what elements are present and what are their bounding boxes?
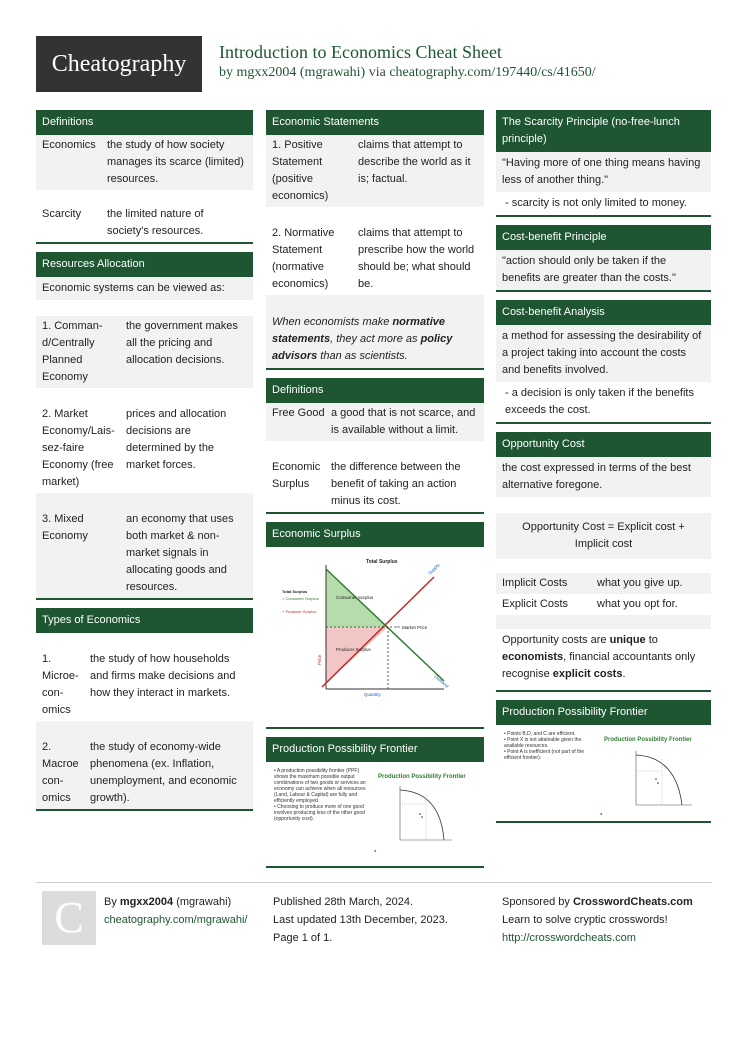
cbp-quote: "action should only be taken if the benefits are greater than the costs." — [496, 250, 711, 290]
avatar[interactable]: C — [42, 891, 96, 945]
section-title: Economic Statements — [266, 110, 484, 135]
statements-note: When economists make normative statements, they act more as policy advisors than as scientists. — [266, 311, 484, 368]
table-row — [36, 135, 253, 190]
demand-label: Demand — [433, 673, 450, 689]
page-number: Page 1 of 1. — [273, 932, 333, 944]
section-title: Production Possibility Frontier — [496, 700, 711, 725]
table-row — [266, 223, 484, 295]
section-types-of-economics — [36, 608, 253, 811]
table-row — [266, 135, 484, 207]
definition: what you opt for. — [597, 598, 678, 610]
footer-sponsor: Sponsored by CrosswordCheats.com Learn to solve cryptic crosswords! http://crosswordcheats.com — [502, 893, 693, 947]
author-link[interactable]: by mgxx2004 (mgrawahi) — [219, 65, 366, 80]
ppf-chart-title: Production Possibility Frontier — [604, 737, 692, 743]
side-producer-label: + Producer Surplus — [282, 609, 317, 614]
definition: an economy that uses both market & non-market signals in allocating goods and resources. — [126, 513, 234, 593]
section-title: Economic Surplus — [266, 522, 484, 547]
side-consumer-label: = Consumer Surplus — [282, 596, 319, 601]
scarcity-quote: "Having more of one thing means having less of another thing." — [496, 152, 711, 192]
section-title: Production Possibility Frontier — [266, 737, 484, 762]
point-b — [421, 816, 423, 818]
sponsor-name[interactable]: CrosswordCheats.com — [572, 896, 693, 908]
column-3 — [496, 110, 711, 831]
table-row — [266, 403, 484, 441]
oc-formula: Opportunity Cost = Explicit cost + Implicit cost — [496, 513, 711, 559]
term: Implicit Costs — [502, 577, 568, 589]
definition: the study of how households and firms make decisions and how they interact in markets. — [90, 653, 236, 699]
term: Economics — [42, 139, 96, 151]
definition: the limited nature of society's resources. — [107, 208, 204, 237]
ppf-bullets — [274, 768, 366, 860]
sponsor-link[interactable]: http://crosswordcheats.com — [502, 932, 636, 944]
page-footer — [36, 882, 712, 952]
section-definitions-2 — [266, 378, 484, 514]
sponsor-tagline: Learn to solve cryptic crosswords! — [502, 914, 668, 926]
term: Economic Surplus — [272, 461, 321, 490]
point-a — [419, 813, 421, 815]
oc-text: the cost expressed in terms of the best alternative foregone. — [496, 457, 711, 497]
table-row — [36, 316, 253, 388]
bullet-item: • Point X is not attainable given the available resources. — [504, 737, 582, 749]
ppf-logo: ● — [600, 811, 603, 816]
column-2 — [266, 110, 484, 876]
table-row — [36, 204, 253, 242]
surplus-chart — [274, 553, 474, 711]
footer-author: By mgxx2004 (mgrawahi) cheatography.com/mgrawahi/ — [104, 893, 247, 929]
total-surplus-label: Total Surplus — [366, 559, 398, 565]
column-1 — [36, 110, 253, 819]
ppf-curve — [636, 755, 682, 805]
ppf-image-2 — [496, 725, 711, 821]
section-resources-allocation — [36, 252, 253, 600]
point-x — [657, 782, 659, 784]
section-cost-benefit-principle — [496, 225, 711, 292]
page-subtitle — [219, 65, 596, 81]
definition: claims that attempt to prescribe how the world should be; what should be. — [358, 227, 475, 290]
updated-date: Last updated 13th December, 2023. — [273, 914, 448, 926]
term: 2. Macroe con-omics — [42, 741, 79, 804]
ppf-logo: ● — [374, 848, 377, 853]
ppf-curve — [400, 790, 444, 840]
bullet-item: • A production possibility frontier (PPF) shows the maximum possible output combinations of two goods or services an economy can achieve when all resources (Land, Labour & Capital) are fully and efficiently employed. — [274, 768, 366, 804]
page-header — [36, 36, 716, 92]
table-row — [36, 737, 253, 809]
section-economic-surplus — [266, 522, 484, 729]
term: 1. Microe-con-omics — [42, 653, 79, 716]
term: Scarcity — [42, 208, 82, 220]
section-cost-benefit-analysis — [496, 300, 711, 424]
table-row — [36, 509, 253, 598]
author-name[interactable]: mgxx2004 — [119, 896, 174, 908]
bullet-item: • Point A is inefficient (not part of the efficient frontier). — [504, 749, 585, 761]
section-scarcity-principle — [496, 110, 711, 217]
point-a — [655, 778, 657, 780]
table-row — [266, 457, 484, 512]
ppf-chart-title: Production Possibility Frontier — [378, 774, 466, 780]
market-price-label: Market Price — [402, 625, 428, 630]
producer-surplus-label: Producer Surplus — [336, 647, 371, 652]
bullet-item: • Choosing to produce more of one good involves producing less of the other good (opportunity cost). — [274, 804, 365, 822]
definition: claims that attempt to describe the world as it is; factual. — [358, 139, 471, 185]
section-opportunity-cost — [496, 432, 711, 692]
term: 1. Comman-d/Centrally Planned Economy — [42, 320, 103, 383]
definition: prices and allocation decisions are determined by the market forces. — [126, 408, 227, 471]
section-title: Cost-benefit Principle — [496, 225, 711, 250]
definition: the study of how society manages its scarce (limited) resources. — [107, 139, 244, 185]
ppf-chart-1 — [366, 768, 466, 858]
definition: the difference between the benefit of taking an action minus its cost. — [331, 461, 461, 507]
term: 2. Market Economy/Lais-sez-faire Economy (free market) — [42, 408, 115, 488]
ppf-chart-2 — [596, 731, 700, 817]
section-ppf-2 — [496, 700, 711, 823]
section-ppf-1 — [266, 737, 484, 868]
table-row — [496, 573, 711, 594]
term: Free Good — [272, 407, 325, 419]
section-economic-statements — [266, 110, 484, 370]
scarcity-note: - scarcity is not only limited to money. — [505, 197, 687, 209]
price-axis-label: Price — [317, 654, 322, 665]
sheet-url-link[interactable]: cheatography.com/197440/cs/41650/ — [389, 65, 596, 80]
table-row — [36, 649, 253, 721]
oc-note: Opportunity costs are unique to economists, financial accountants only recognise explicit costs. — [502, 634, 696, 680]
cba-text: a method for assessing the desirability of a project taking into account the costs and benefits involved. — [496, 325, 711, 382]
definition: the study of economy-wide phenomena (ex. Inflation, unemployment, and economic growth). — [90, 741, 237, 804]
section-title: Cost-benefit Analysis — [496, 300, 711, 325]
supply-label: Supply — [427, 562, 441, 576]
definition: a good that is not scarce, and is available without a limit. — [331, 407, 476, 436]
section-title: Opportunity Cost — [496, 432, 711, 457]
ppf-bullets — [504, 731, 596, 815]
via-text: via — [368, 65, 386, 80]
ppf-image-1 — [266, 762, 484, 866]
footer-dates — [273, 893, 448, 947]
section-title: Definitions — [36, 110, 253, 135]
consumer-surplus-label: Consumer Surplus — [336, 595, 374, 600]
term: 1. Positive Statement (positive economics) — [272, 139, 329, 202]
term: 3. Mixed Economy — [42, 513, 88, 542]
section-title: The Scarcity Principle (no-free-lunch principle) — [496, 110, 711, 152]
section-definitions — [36, 110, 253, 244]
term: 2. Normative Statement (normative economics) — [272, 227, 335, 290]
page-title: Introduction to Economics Cheat Sheet — [219, 42, 502, 62]
table-row — [496, 594, 711, 615]
section-title: Definitions — [266, 378, 484, 403]
table-row — [36, 404, 253, 493]
intro-text: Economic systems can be viewed as: — [36, 277, 253, 300]
section-title: Types of Economics — [36, 608, 253, 633]
cba-note: - a decision is only taken if the benefits exceeds the cost. — [505, 387, 694, 416]
profile-link[interactable]: cheatography.com/mgrawahi/ — [104, 914, 248, 926]
bullet-item: • Points B,D, and C are efficient. — [504, 731, 576, 737]
section-title: Resources Allocation — [36, 252, 253, 277]
published-date: Published 28th March, 2024. — [273, 896, 414, 908]
cheatography-logo[interactable]: Cheatography — [36, 36, 202, 92]
quantity-axis-label: Quantity — [364, 692, 381, 697]
surplus-diagram — [266, 547, 484, 717]
side-total-label: Total Surplus — [282, 589, 308, 594]
term: Explicit Costs — [502, 598, 569, 610]
definition: the government makes all the pricing and allocation decisions. — [126, 320, 238, 366]
definition: what you give up. — [597, 577, 683, 589]
